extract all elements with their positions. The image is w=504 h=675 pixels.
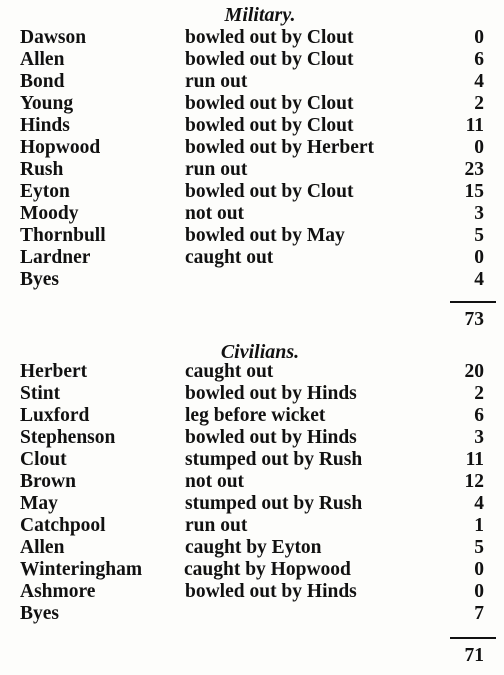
dismissal: bowled out by Clout: [185, 115, 354, 136]
player-name: Hopwood: [20, 137, 101, 158]
player-name: Brown: [20, 471, 76, 492]
dismissal: bowled out by Hinds: [185, 383, 357, 404]
military-row: [0, 93, 504, 115]
total-rule: [450, 301, 496, 303]
military-total: 73: [464, 309, 484, 330]
civilians-row: [0, 361, 504, 383]
military-row: [0, 115, 504, 137]
runs: 6: [474, 49, 484, 70]
dismissal: bowled out by Hinds: [185, 427, 357, 448]
player-name: Hinds: [20, 115, 70, 136]
player-name: Winteringham: [20, 559, 143, 580]
player-name: Dawson: [20, 27, 87, 48]
runs: 3: [474, 203, 484, 224]
dismissal: caught by Hopwood: [184, 559, 351, 580]
dismissal: bowled out by Hinds: [185, 581, 357, 602]
player-name: Stephenson: [20, 427, 116, 448]
dismissal: stumped out by Rush: [185, 493, 363, 514]
dismissal: caught out: [185, 247, 274, 268]
dismissal: run out: [185, 515, 248, 536]
civilians-row: [0, 449, 504, 471]
runs: 4: [474, 269, 484, 290]
player-name: Ashmore: [20, 581, 96, 602]
runs: 6: [474, 405, 484, 426]
military-row: [0, 159, 504, 181]
civilians-row: [0, 559, 504, 581]
civilians-row: [0, 427, 504, 449]
military-row: [0, 71, 504, 93]
runs: 2: [474, 93, 484, 114]
player-name: Byes: [20, 603, 59, 624]
dismissal: bowled out by Clout: [185, 49, 354, 70]
civilians-row: [0, 537, 504, 559]
dismissal: bowled out by Herbert: [185, 137, 375, 158]
player-name: Allen: [20, 49, 65, 70]
runs: 4: [474, 71, 484, 92]
military-row: [0, 225, 504, 247]
player-name: Rush: [20, 159, 64, 180]
player-name: Herbert: [20, 361, 88, 382]
dismissal: bowled out by Clout: [185, 27, 354, 48]
dismissal: bowled out by May: [185, 225, 345, 246]
runs: 15: [464, 181, 484, 202]
dismissal: caught out: [185, 361, 274, 382]
military-heading: Military.: [224, 4, 296, 26]
dismissal: not out: [185, 471, 245, 492]
runs: 11: [465, 115, 484, 136]
runs: 23: [464, 159, 484, 180]
civilians-row: [0, 405, 504, 427]
dismissal: leg before wicket: [185, 405, 326, 426]
player-name: Eyton: [20, 181, 70, 202]
runs: 7: [474, 603, 484, 624]
military-row: [0, 27, 504, 49]
military-row: [0, 247, 504, 269]
runs: 3: [474, 427, 484, 448]
dismissal: run out: [185, 159, 248, 180]
player-name: Bond: [20, 71, 65, 92]
player-name: Clout: [20, 449, 67, 470]
player-name: May: [20, 493, 58, 514]
player-name: Young: [20, 93, 74, 114]
player-name: Catchpool: [20, 515, 106, 536]
runs: 0: [474, 137, 484, 158]
dismissal: run out: [185, 71, 248, 92]
dismissal: bowled out by Clout: [185, 181, 354, 202]
player-name: Lardner: [20, 247, 91, 268]
runs: 0: [474, 27, 484, 48]
dismissal: bowled out by Clout: [185, 93, 354, 114]
total-rule: [450, 637, 496, 639]
runs: 5: [474, 537, 484, 558]
military-row: [0, 203, 504, 225]
military-row: [0, 181, 504, 203]
runs: 12: [464, 471, 484, 492]
civilians-row: [0, 603, 504, 625]
civilians-row: [0, 515, 504, 537]
civilians-row: [0, 581, 504, 603]
player-name: Thornbull: [20, 225, 106, 246]
runs: 4: [474, 493, 484, 514]
dismissal: stumped out by Rush: [185, 449, 363, 470]
player-name: Luxford: [20, 405, 90, 426]
civilians-row: [0, 383, 504, 405]
military-row: [0, 269, 504, 291]
military-row: [0, 137, 504, 159]
runs: 0: [474, 581, 484, 602]
player-name: Moody: [20, 203, 79, 224]
player-name: Byes: [20, 269, 59, 290]
dismissal: not out: [185, 203, 245, 224]
military-row: [0, 49, 504, 71]
runs: 0: [474, 559, 484, 580]
player-name: Stint: [20, 383, 61, 404]
runs: 5: [474, 225, 484, 246]
civilians-total: 71: [464, 645, 484, 666]
dismissal: caught by Eyton: [185, 537, 322, 558]
civilians-row: [0, 471, 504, 493]
runs: 20: [464, 361, 484, 382]
player-name: Allen: [20, 537, 65, 558]
runs: 0: [474, 247, 484, 268]
runs: 2: [474, 383, 484, 404]
runs: 1: [474, 515, 484, 536]
civilians-row: [0, 493, 504, 515]
civilians-heading: Civilians.: [220, 341, 300, 363]
runs: 11: [465, 449, 484, 470]
